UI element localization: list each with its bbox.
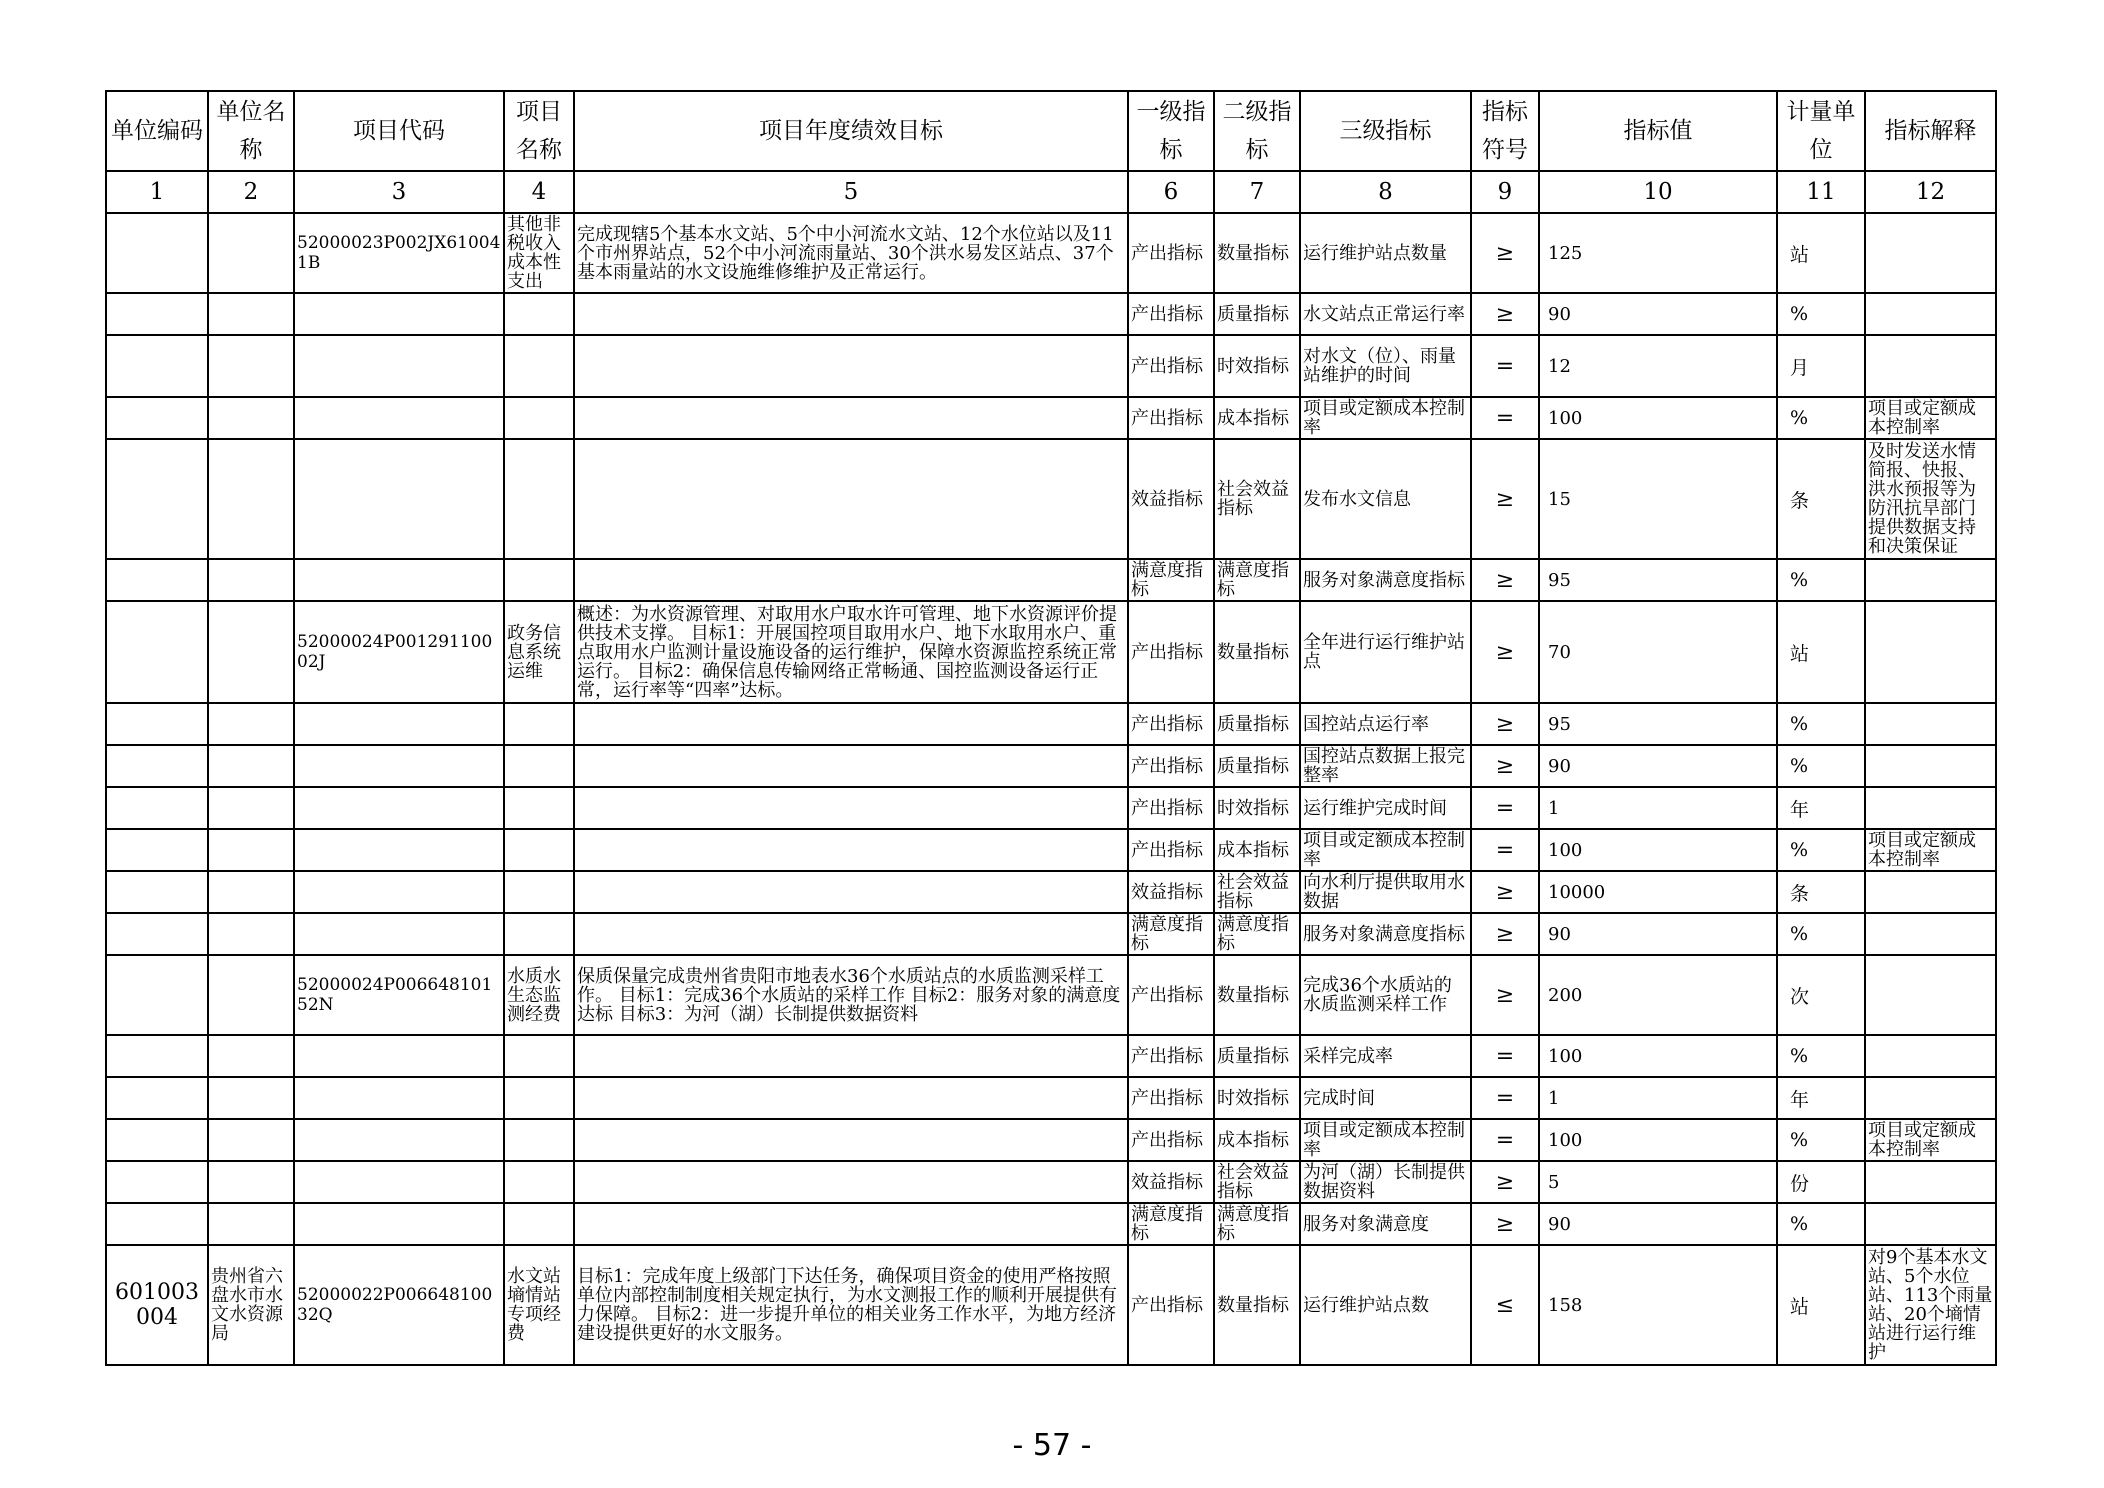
level2-indicator-cell: 时效指标 bbox=[1214, 1077, 1300, 1119]
project-code-cell bbox=[294, 559, 504, 601]
level1-indicator-cell: 产出指标 bbox=[1128, 703, 1214, 745]
table-row bbox=[106, 397, 1996, 439]
level2-indicator-cell: 满意度指标 bbox=[1214, 1203, 1300, 1245]
unit-of-measure-cell: % bbox=[1777, 913, 1865, 955]
level3-indicator-cell: 服务对象满意度指标 bbox=[1300, 559, 1471, 601]
indicator-value-cell: 1 bbox=[1539, 787, 1777, 829]
table-row bbox=[106, 213, 1996, 293]
project-code-cell bbox=[294, 1203, 504, 1245]
unit-code-cell bbox=[106, 559, 208, 601]
unit-code-cell bbox=[106, 601, 208, 703]
header-cell: 三级指标 bbox=[1300, 91, 1471, 171]
level1-indicator-cell: 产出指标 bbox=[1128, 1119, 1214, 1161]
level1-indicator-cell: 产出指标 bbox=[1128, 955, 1214, 1035]
level3-indicator-cell: 发布水文信息 bbox=[1300, 439, 1471, 559]
unit-name-cell bbox=[208, 1035, 294, 1077]
project-code-cell bbox=[294, 829, 504, 871]
unit-of-measure-cell: 年 bbox=[1777, 787, 1865, 829]
indicator-symbol-cell: = bbox=[1471, 1077, 1539, 1119]
unit-name-cell bbox=[208, 829, 294, 871]
table-row bbox=[106, 1119, 1996, 1161]
project-name-cell: 政务信息系统运维 bbox=[504, 601, 574, 703]
column-number: 11 bbox=[1777, 171, 1865, 213]
indicator-symbol-cell: = bbox=[1471, 335, 1539, 397]
indicator-note-cell bbox=[1865, 913, 1996, 955]
header-cell: 单位编码 bbox=[106, 91, 208, 171]
level3-indicator-cell: 完成36个水质站的水质监测采样工作 bbox=[1300, 955, 1471, 1035]
level1-indicator-cell: 产出指标 bbox=[1128, 1035, 1214, 1077]
level3-indicator-cell: 项目或定额成本控制率 bbox=[1300, 397, 1471, 439]
indicator-value-cell: 12 bbox=[1539, 335, 1777, 397]
indicator-value-cell: 100 bbox=[1539, 829, 1777, 871]
project-code-cell: 52000022P00664810032Q bbox=[294, 1245, 504, 1365]
project-name-cell bbox=[504, 913, 574, 955]
project-code-cell bbox=[294, 1035, 504, 1077]
unit-name-cell bbox=[208, 871, 294, 913]
level2-indicator-cell: 质量指标 bbox=[1214, 745, 1300, 787]
project-name-cell bbox=[504, 439, 574, 559]
goal-cell bbox=[574, 1035, 1128, 1077]
project-name-cell bbox=[504, 829, 574, 871]
indicator-value-cell: 95 bbox=[1539, 559, 1777, 601]
indicator-note-cell bbox=[1865, 335, 1996, 397]
project-name-cell: 其他非税收入成本性支出 bbox=[504, 213, 574, 293]
level1-indicator-cell: 产出指标 bbox=[1128, 397, 1214, 439]
unit-of-measure-cell: 月 bbox=[1777, 335, 1865, 397]
level3-indicator-cell: 运行维护站点数量 bbox=[1300, 213, 1471, 293]
goal-cell: 完成现辖5个基本水文站、5个中小河流水文站、12个水位站以及11个市州界站点，52个中小河流雨量站、30个洪水易发区站点、37个基本雨量站的水文设施维修维护及正常运行。 bbox=[574, 213, 1128, 293]
level3-indicator-cell: 服务对象满意度 bbox=[1300, 1203, 1471, 1245]
project-code-cell bbox=[294, 871, 504, 913]
level2-indicator-cell: 数量指标 bbox=[1214, 1245, 1300, 1365]
column-number: 1 bbox=[106, 171, 208, 213]
header-cell: 项目代码 bbox=[294, 91, 504, 171]
table-row bbox=[106, 703, 1996, 745]
unit-name-cell bbox=[208, 559, 294, 601]
header-cell: 指标值 bbox=[1539, 91, 1777, 171]
indicator-note-cell bbox=[1865, 703, 1996, 745]
level3-indicator-cell: 采样完成率 bbox=[1300, 1035, 1471, 1077]
level2-indicator-cell: 时效指标 bbox=[1214, 787, 1300, 829]
indicator-note-cell bbox=[1865, 213, 1996, 293]
header-cell: 项目年度绩效目标 bbox=[574, 91, 1128, 171]
unit-of-measure-cell: % bbox=[1777, 559, 1865, 601]
level2-indicator-cell: 成本指标 bbox=[1214, 829, 1300, 871]
table-row bbox=[106, 439, 1996, 559]
level3-indicator-cell: 水文站点正常运行率 bbox=[1300, 293, 1471, 335]
level2-indicator-cell: 数量指标 bbox=[1214, 213, 1300, 293]
indicator-symbol-cell: ≥ bbox=[1471, 703, 1539, 745]
level1-indicator-cell: 效益指标 bbox=[1128, 871, 1214, 913]
project-code-cell bbox=[294, 787, 504, 829]
unit-name-cell bbox=[208, 213, 294, 293]
performance-indicator-table bbox=[105, 90, 1997, 1366]
project-code-cell bbox=[294, 703, 504, 745]
level3-indicator-cell: 对水文（位）、雨量站维护的时间 bbox=[1300, 335, 1471, 397]
indicator-note-cell: 项目或定额成本控制率 bbox=[1865, 829, 1996, 871]
indicator-symbol-cell: ≥ bbox=[1471, 913, 1539, 955]
level3-indicator-cell: 全年进行运行维护站点 bbox=[1300, 601, 1471, 703]
level1-indicator-cell: 产出指标 bbox=[1128, 293, 1214, 335]
project-code-cell: 52000023P002JX610041B bbox=[294, 213, 504, 293]
column-number: 6 bbox=[1128, 171, 1214, 213]
indicator-symbol-cell: ≥ bbox=[1471, 439, 1539, 559]
column-number: 7 bbox=[1214, 171, 1300, 213]
goal-cell: 目标1：完成年度上级部门下达任务，确保项目资金的使用严格按照单位内部控制制度相关规定执行，为水文测报工作的顺利开展提供有力保障。 目标2：进一步提升单位的相关业务工作水平，为地方经济建设提供更好的水文服务。 bbox=[574, 1245, 1128, 1365]
unit-of-measure-cell: % bbox=[1777, 1203, 1865, 1245]
unit-of-measure-cell: 站 bbox=[1777, 1245, 1865, 1365]
column-number: 4 bbox=[504, 171, 574, 213]
table-row bbox=[106, 913, 1996, 955]
level1-indicator-cell: 效益指标 bbox=[1128, 1161, 1214, 1203]
indicator-note-cell bbox=[1865, 787, 1996, 829]
header-cell: 单位名称 bbox=[208, 91, 294, 171]
level2-indicator-cell: 质量指标 bbox=[1214, 293, 1300, 335]
project-code-cell bbox=[294, 397, 504, 439]
indicator-value-cell: 15 bbox=[1539, 439, 1777, 559]
unit-name-cell bbox=[208, 913, 294, 955]
project-name-cell bbox=[504, 1161, 574, 1203]
unit-code-cell: 601003004 bbox=[106, 1245, 208, 1365]
level3-indicator-cell: 为河（湖）长制提供数据资料 bbox=[1300, 1161, 1471, 1203]
indicator-note-cell bbox=[1865, 559, 1996, 601]
unit-name-cell bbox=[208, 955, 294, 1035]
level1-indicator-cell: 产出指标 bbox=[1128, 601, 1214, 703]
indicator-value-cell: 100 bbox=[1539, 1119, 1777, 1161]
table-row bbox=[106, 1245, 1996, 1365]
level2-indicator-cell: 社会效益指标 bbox=[1214, 439, 1300, 559]
unit-code-cell bbox=[106, 829, 208, 871]
level1-indicator-cell: 产出指标 bbox=[1128, 1077, 1214, 1119]
unit-name-cell: 贵州省六盘水市水文水资源局 bbox=[208, 1245, 294, 1365]
table-row bbox=[106, 1203, 1996, 1245]
indicator-value-cell: 10000 bbox=[1539, 871, 1777, 913]
unit-of-measure-cell: % bbox=[1777, 829, 1865, 871]
unit-code-cell bbox=[106, 955, 208, 1035]
table-row bbox=[106, 1161, 1996, 1203]
unit-code-cell bbox=[106, 787, 208, 829]
goal-cell bbox=[574, 293, 1128, 335]
unit-name-cell bbox=[208, 335, 294, 397]
indicator-note-cell: 项目或定额成本控制率 bbox=[1865, 1119, 1996, 1161]
indicator-value-cell: 90 bbox=[1539, 1203, 1777, 1245]
goal-cell bbox=[574, 1077, 1128, 1119]
project-code-cell bbox=[294, 1077, 504, 1119]
unit-code-cell bbox=[106, 439, 208, 559]
unit-code-cell bbox=[106, 1161, 208, 1203]
level2-indicator-cell: 满意度指标 bbox=[1214, 913, 1300, 955]
unit-of-measure-cell: 次 bbox=[1777, 955, 1865, 1035]
column-number: 9 bbox=[1471, 171, 1539, 213]
table-row bbox=[106, 335, 1996, 397]
unit-of-measure-cell: % bbox=[1777, 703, 1865, 745]
indicator-note-cell bbox=[1865, 1203, 1996, 1245]
indicator-note-cell bbox=[1865, 1035, 1996, 1077]
goal-cell bbox=[574, 745, 1128, 787]
level3-indicator-cell: 完成时间 bbox=[1300, 1077, 1471, 1119]
project-name-cell bbox=[504, 1119, 574, 1161]
level2-indicator-cell: 成本指标 bbox=[1214, 397, 1300, 439]
indicator-symbol-cell: ≥ bbox=[1471, 871, 1539, 913]
unit-name-cell bbox=[208, 1161, 294, 1203]
unit-name-cell bbox=[208, 787, 294, 829]
table-body bbox=[106, 213, 1996, 1365]
indicator-note-cell bbox=[1865, 293, 1996, 335]
indicator-value-cell: 125 bbox=[1539, 213, 1777, 293]
unit-code-cell bbox=[106, 1035, 208, 1077]
indicator-value-cell: 95 bbox=[1539, 703, 1777, 745]
level1-indicator-cell: 满意度指标 bbox=[1128, 1203, 1214, 1245]
indicator-note-cell bbox=[1865, 1077, 1996, 1119]
column-number: 2 bbox=[208, 171, 294, 213]
level2-indicator-cell: 数量指标 bbox=[1214, 601, 1300, 703]
indicator-symbol-cell: ≥ bbox=[1471, 213, 1539, 293]
table-row bbox=[106, 559, 1996, 601]
indicator-symbol-cell: = bbox=[1471, 829, 1539, 871]
unit-of-measure-cell: % bbox=[1777, 293, 1865, 335]
project-code-cell bbox=[294, 335, 504, 397]
unit-name-cell bbox=[208, 293, 294, 335]
level1-indicator-cell: 产出指标 bbox=[1128, 829, 1214, 871]
goal-cell bbox=[574, 829, 1128, 871]
indicator-symbol-cell: = bbox=[1471, 1035, 1539, 1077]
header-cell: 一级指标 bbox=[1128, 91, 1214, 171]
indicator-note-cell: 项目或定额成本控制率 bbox=[1865, 397, 1996, 439]
indicator-value-cell: 70 bbox=[1539, 601, 1777, 703]
goal-cell bbox=[574, 1161, 1128, 1203]
table-row bbox=[106, 601, 1996, 703]
goal-cell bbox=[574, 439, 1128, 559]
goal-cell bbox=[574, 559, 1128, 601]
indicator-value-cell: 90 bbox=[1539, 745, 1777, 787]
level3-indicator-cell: 向水利厅提供取用水数据 bbox=[1300, 871, 1471, 913]
unit-name-cell bbox=[208, 1203, 294, 1245]
unit-code-cell bbox=[106, 1119, 208, 1161]
project-name-cell bbox=[504, 871, 574, 913]
level2-indicator-cell: 数量指标 bbox=[1214, 955, 1300, 1035]
table-row bbox=[106, 745, 1996, 787]
unit-of-measure-cell: 条 bbox=[1777, 871, 1865, 913]
indicator-symbol-cell: = bbox=[1471, 397, 1539, 439]
level1-indicator-cell: 满意度指标 bbox=[1128, 913, 1214, 955]
unit-name-cell bbox=[208, 703, 294, 745]
indicator-value-cell: 90 bbox=[1539, 293, 1777, 335]
unit-of-measure-cell: 份 bbox=[1777, 1161, 1865, 1203]
unit-name-cell bbox=[208, 397, 294, 439]
level1-indicator-cell: 产出指标 bbox=[1128, 787, 1214, 829]
level3-indicator-cell: 服务对象满意度指标 bbox=[1300, 913, 1471, 955]
unit-name-cell bbox=[208, 439, 294, 559]
header-cell: 计量单位 bbox=[1777, 91, 1865, 171]
indicator-symbol-cell: ≥ bbox=[1471, 745, 1539, 787]
indicator-value-cell: 200 bbox=[1539, 955, 1777, 1035]
project-name-cell bbox=[504, 1035, 574, 1077]
indicator-note-cell bbox=[1865, 601, 1996, 703]
unit-code-cell bbox=[106, 1203, 208, 1245]
project-name-cell bbox=[504, 293, 574, 335]
unit-code-cell bbox=[106, 1077, 208, 1119]
goal-cell: 保质保量完成贵州省贵阳市地表水36个水质站点的水质监测采样工作。 目标1：完成36个水质站的采样工作 目标2：服务对象的满意度达标 目标3：为河（湖）长制提供数据资料 bbox=[574, 955, 1128, 1035]
page-number: - 57 - bbox=[1012, 1428, 1092, 1463]
goal-cell bbox=[574, 397, 1128, 439]
unit-name-cell bbox=[208, 601, 294, 703]
header-cell: 二级指标 bbox=[1214, 91, 1300, 171]
column-number: 10 bbox=[1539, 171, 1777, 213]
table-row bbox=[106, 871, 1996, 913]
goal-cell bbox=[574, 1203, 1128, 1245]
level2-indicator-cell: 时效指标 bbox=[1214, 335, 1300, 397]
indicator-symbol-cell: ≥ bbox=[1471, 1161, 1539, 1203]
goal-cell: 概述：为水资源管理、对取用水户取水许可管理、地下水资源评价提供技术支撑。 目标1：开展国控项目取用水户、地下水取用水户、重点取用水户监测计量设施设备的运行维护，保障水资源监控系统正常运行。 目标2：确保信息传输网络正常畅通、国控监测设备运行正常，运行率等“四率”达标。 bbox=[574, 601, 1128, 703]
unit-name-cell bbox=[208, 1119, 294, 1161]
unit-name-cell bbox=[208, 1077, 294, 1119]
unit-code-cell bbox=[106, 335, 208, 397]
table-header-row bbox=[106, 91, 1996, 171]
level2-indicator-cell: 社会效益指标 bbox=[1214, 1161, 1300, 1203]
indicator-symbol-cell: ≥ bbox=[1471, 293, 1539, 335]
column-number: 12 bbox=[1865, 171, 1996, 213]
project-code-cell bbox=[294, 745, 504, 787]
project-name-cell bbox=[504, 1203, 574, 1245]
header-cell: 指标符号 bbox=[1471, 91, 1539, 171]
unit-of-measure-cell: 站 bbox=[1777, 601, 1865, 703]
level1-indicator-cell: 产出指标 bbox=[1128, 335, 1214, 397]
level2-indicator-cell: 质量指标 bbox=[1214, 703, 1300, 745]
project-code-cell bbox=[294, 439, 504, 559]
table-row bbox=[106, 293, 1996, 335]
indicator-note-cell: 对9个基本水文站、5个水位站、113个雨量站、20个墒情站进行运行维护 bbox=[1865, 1245, 1996, 1365]
project-name-cell bbox=[504, 703, 574, 745]
column-number: 3 bbox=[294, 171, 504, 213]
project-code-cell bbox=[294, 1119, 504, 1161]
indicator-note-cell: 及时发送水情简报、快报、洪水预报等为防汛抗旱部门提供数据支持和决策保证 bbox=[1865, 439, 1996, 559]
level1-indicator-cell: 满意度指标 bbox=[1128, 559, 1214, 601]
header-cell: 项目名称 bbox=[504, 91, 574, 171]
project-code-cell: 52000024P00129110002J bbox=[294, 601, 504, 703]
indicator-value-cell: 158 bbox=[1539, 1245, 1777, 1365]
level3-indicator-cell: 项目或定额成本控制率 bbox=[1300, 829, 1471, 871]
unit-code-cell bbox=[106, 913, 208, 955]
project-name-cell: 水文站墒情站专项经费 bbox=[504, 1245, 574, 1365]
unit-of-measure-cell: 站 bbox=[1777, 213, 1865, 293]
goal-cell bbox=[574, 871, 1128, 913]
unit-code-cell bbox=[106, 293, 208, 335]
project-code-cell bbox=[294, 913, 504, 955]
indicator-symbol-cell: = bbox=[1471, 787, 1539, 829]
unit-name-cell bbox=[208, 745, 294, 787]
level3-indicator-cell: 国控站点数据上报完整率 bbox=[1300, 745, 1471, 787]
unit-of-measure-cell: 年 bbox=[1777, 1077, 1865, 1119]
unit-code-cell bbox=[106, 745, 208, 787]
project-name-cell bbox=[504, 787, 574, 829]
goal-cell bbox=[574, 335, 1128, 397]
indicator-note-cell bbox=[1865, 955, 1996, 1035]
indicator-value-cell: 100 bbox=[1539, 1035, 1777, 1077]
project-name-cell bbox=[504, 397, 574, 439]
performance-table-sheet bbox=[105, 90, 1995, 1366]
table-row bbox=[106, 955, 1996, 1035]
column-number-row bbox=[106, 171, 1996, 213]
level1-indicator-cell: 产出指标 bbox=[1128, 745, 1214, 787]
project-code-cell bbox=[294, 1161, 504, 1203]
level2-indicator-cell: 质量指标 bbox=[1214, 1035, 1300, 1077]
level3-indicator-cell: 运行维护站点数 bbox=[1300, 1245, 1471, 1365]
project-code-cell: 52000024P00664810152N bbox=[294, 955, 504, 1035]
unit-of-measure-cell: % bbox=[1777, 1119, 1865, 1161]
indicator-value-cell: 100 bbox=[1539, 397, 1777, 439]
level1-indicator-cell: 产出指标 bbox=[1128, 213, 1214, 293]
level3-indicator-cell: 项目或定额成本控制率 bbox=[1300, 1119, 1471, 1161]
indicator-symbol-cell: ≤ bbox=[1471, 1245, 1539, 1365]
column-number: 8 bbox=[1300, 171, 1471, 213]
level3-indicator-cell: 国控站点运行率 bbox=[1300, 703, 1471, 745]
header-cell: 指标解释 bbox=[1865, 91, 1996, 171]
goal-cell bbox=[574, 1119, 1128, 1161]
level2-indicator-cell: 满意度指标 bbox=[1214, 559, 1300, 601]
unit-code-cell bbox=[106, 703, 208, 745]
indicator-symbol-cell: ≥ bbox=[1471, 559, 1539, 601]
indicator-note-cell bbox=[1865, 871, 1996, 913]
unit-code-cell bbox=[106, 871, 208, 913]
project-name-cell bbox=[504, 745, 574, 787]
unit-of-measure-cell: % bbox=[1777, 1035, 1865, 1077]
unit-code-cell bbox=[106, 397, 208, 439]
indicator-note-cell bbox=[1865, 745, 1996, 787]
indicator-value-cell: 90 bbox=[1539, 913, 1777, 955]
indicator-symbol-cell: ≥ bbox=[1471, 601, 1539, 703]
indicator-value-cell: 5 bbox=[1539, 1161, 1777, 1203]
level3-indicator-cell: 运行维护完成时间 bbox=[1300, 787, 1471, 829]
goal-cell bbox=[574, 787, 1128, 829]
project-code-cell bbox=[294, 293, 504, 335]
unit-of-measure-cell: % bbox=[1777, 745, 1865, 787]
indicator-symbol-cell: = bbox=[1471, 1119, 1539, 1161]
project-name-cell bbox=[504, 559, 574, 601]
indicator-value-cell: 1 bbox=[1539, 1077, 1777, 1119]
column-number: 5 bbox=[574, 171, 1128, 213]
unit-of-measure-cell: % bbox=[1777, 397, 1865, 439]
unit-code-cell bbox=[106, 213, 208, 293]
table-row bbox=[106, 829, 1996, 871]
goal-cell bbox=[574, 703, 1128, 745]
level2-indicator-cell: 社会效益指标 bbox=[1214, 871, 1300, 913]
indicator-note-cell bbox=[1865, 1161, 1996, 1203]
goal-cell bbox=[574, 913, 1128, 955]
project-name-cell: 水质水生态监测经费 bbox=[504, 955, 574, 1035]
table-row bbox=[106, 787, 1996, 829]
table-row bbox=[106, 1077, 1996, 1119]
table-row bbox=[106, 1035, 1996, 1077]
project-name-cell bbox=[504, 1077, 574, 1119]
level2-indicator-cell: 成本指标 bbox=[1214, 1119, 1300, 1161]
indicator-symbol-cell: ≥ bbox=[1471, 955, 1539, 1035]
unit-of-measure-cell: 条 bbox=[1777, 439, 1865, 559]
level1-indicator-cell: 效益指标 bbox=[1128, 439, 1214, 559]
project-name-cell bbox=[504, 335, 574, 397]
level1-indicator-cell: 产出指标 bbox=[1128, 1245, 1214, 1365]
indicator-symbol-cell: ≥ bbox=[1471, 1203, 1539, 1245]
